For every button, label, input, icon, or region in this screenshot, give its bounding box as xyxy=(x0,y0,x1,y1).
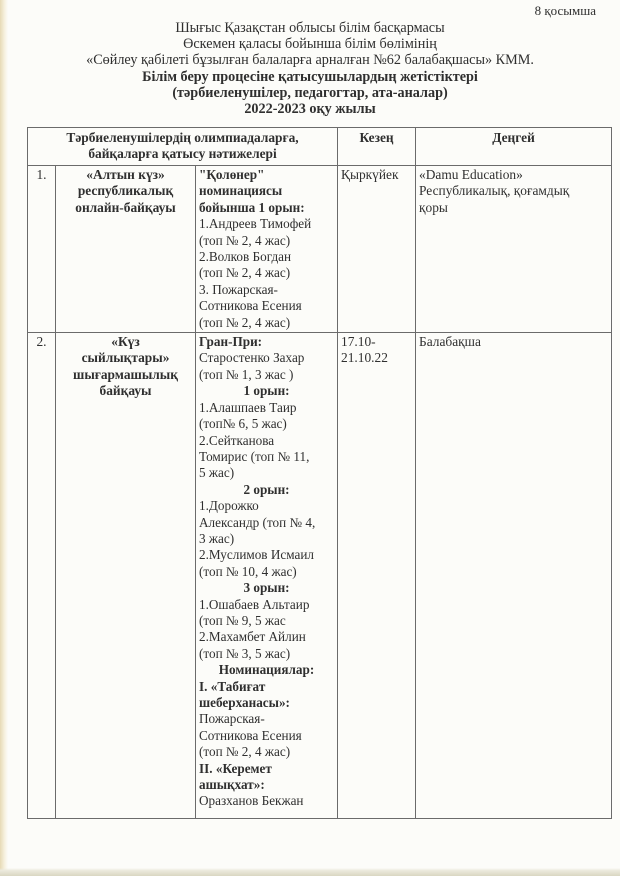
period-cell xyxy=(338,333,416,819)
result-line: 1.Ошабаев Альтаир xyxy=(199,596,310,612)
result-line: "Қолөнер" xyxy=(199,167,265,182)
result-line: 2.Махамбет Айлин xyxy=(199,629,306,645)
competition-name-line: сыйлықтары» xyxy=(81,350,170,366)
result-line: (топ № 1, 3 жас ) xyxy=(199,366,294,382)
appendix-number: 8 қосымша xyxy=(534,3,596,18)
level-cell xyxy=(416,166,612,333)
result-line: Оразханов Бекжан xyxy=(199,793,304,809)
result-line: Томирис (топ № 11, xyxy=(199,448,310,464)
result-line: 1.Андреев Тимофей xyxy=(199,216,312,232)
header-line: Өскемен қаласы бойынша білім бөлімінің xyxy=(183,36,437,53)
level-line: Республикалық, қоғамдық xyxy=(419,183,570,199)
result-line: (топ№ 6, 5 жас) xyxy=(199,416,287,432)
header-line: Білім беру процесіне қатысушылардың жетістіктері xyxy=(142,68,478,85)
scan-edge-left xyxy=(0,0,8,876)
result-line: Гран-При: xyxy=(199,334,263,350)
competition-name-cell xyxy=(56,333,196,819)
results-cell xyxy=(196,166,338,333)
result-line: (топ № 9, 5 жас xyxy=(199,612,286,628)
document-header xyxy=(30,20,590,117)
header-line: «Сөйлеу қабілеті бұзылған балаларға арналған №62 балабақшасы» КММ. xyxy=(86,52,534,69)
result-line: Старостенко Захар xyxy=(199,350,305,366)
result-line: Александр (топ № 4, xyxy=(199,514,316,530)
result-line: 2.Волков Богдан xyxy=(199,249,292,265)
result-line: I. «Табиғат xyxy=(199,678,266,694)
header-merged-line: байқаларға қатысу нәтижелері xyxy=(88,146,277,161)
period-cell xyxy=(338,166,416,333)
result-line: (топ № 2, 4 жас) xyxy=(199,232,291,248)
competition-name-cell xyxy=(56,166,196,333)
header-line: Шығыс Қазақстан облысы білім басқармасы xyxy=(175,20,445,36)
results-cell xyxy=(196,333,338,819)
result-line: бойынша 1 орын: xyxy=(199,199,305,215)
column-header-period: Кезең xyxy=(338,128,416,166)
result-line: Сотникова Есения xyxy=(199,727,302,743)
result-line: Номинациялар: xyxy=(218,662,315,678)
result-line: 1.Алашпаев Таир xyxy=(199,399,297,415)
level-line: Балабақша xyxy=(419,334,481,350)
result-line: (топ № 2, 4 жас) xyxy=(199,744,291,760)
column-header-level: Деңгей xyxy=(416,128,612,166)
competition-name-line: «Күз xyxy=(111,334,140,350)
period-line: 21.10.22 xyxy=(341,350,388,366)
result-line: 3 орын: xyxy=(243,580,290,596)
results-table xyxy=(27,127,612,819)
scan-edge-bottom xyxy=(0,868,620,876)
table-header-row xyxy=(28,128,612,166)
competition-name-line: республикалық xyxy=(77,183,174,199)
competition-name-line: шығармашылық xyxy=(73,366,178,382)
result-line: 3 жас) xyxy=(199,530,235,546)
level-line: «Damu Education» xyxy=(419,167,523,182)
period-line: 17.10- xyxy=(341,334,376,350)
result-line: 3. Пожарская- xyxy=(199,281,278,297)
competition-name-line: «Алтын күз» xyxy=(86,167,165,182)
competition-name-line: онлайн-байқауы xyxy=(75,199,176,215)
column-header-results xyxy=(28,128,338,166)
result-line: номинациясы xyxy=(199,183,283,199)
header-line: 2022-2023 оқу жылы xyxy=(244,101,376,118)
result-line: 5 жас) xyxy=(199,465,235,481)
result-line: (топ № 10, 4 жас) xyxy=(199,563,297,579)
period-line: Қыркүйек xyxy=(341,167,399,182)
result-line: (топ № 2, 4 жас) xyxy=(199,314,291,330)
result-line: (топ № 2, 4 жас) xyxy=(199,265,291,281)
row-number-cell: 2. xyxy=(28,333,56,819)
level-line: қоры xyxy=(419,199,448,215)
row-number-cell: 1. xyxy=(28,166,56,333)
result-line: II. «Керемет xyxy=(199,760,272,776)
result-line: 2 орын: xyxy=(243,481,290,497)
competition-name-line: байқауы xyxy=(99,383,152,399)
header-line: (тәрбиеленушілер, педагогтар, ата-аналар) xyxy=(172,84,448,101)
result-line: Пожарская- xyxy=(199,711,265,727)
table-row xyxy=(28,166,612,333)
result-line: Сотникова Есения xyxy=(199,298,302,314)
result-line: шеберханасы»: xyxy=(199,695,290,710)
result-line: (топ № 3, 5 жас) xyxy=(199,645,291,661)
table-row xyxy=(28,333,612,819)
result-line: ашықхат»: xyxy=(199,777,265,793)
result-line: 1.Дорожко xyxy=(199,498,259,514)
result-line: 2.Муслимов Исмаил xyxy=(199,547,314,563)
header-merged-line: Тәрбиеленушілердің олимпиадаларға, xyxy=(66,130,299,145)
level-cell xyxy=(416,333,612,819)
result-line: 1 орын: xyxy=(243,383,290,399)
result-line: 2.Сейтканова xyxy=(199,432,275,448)
